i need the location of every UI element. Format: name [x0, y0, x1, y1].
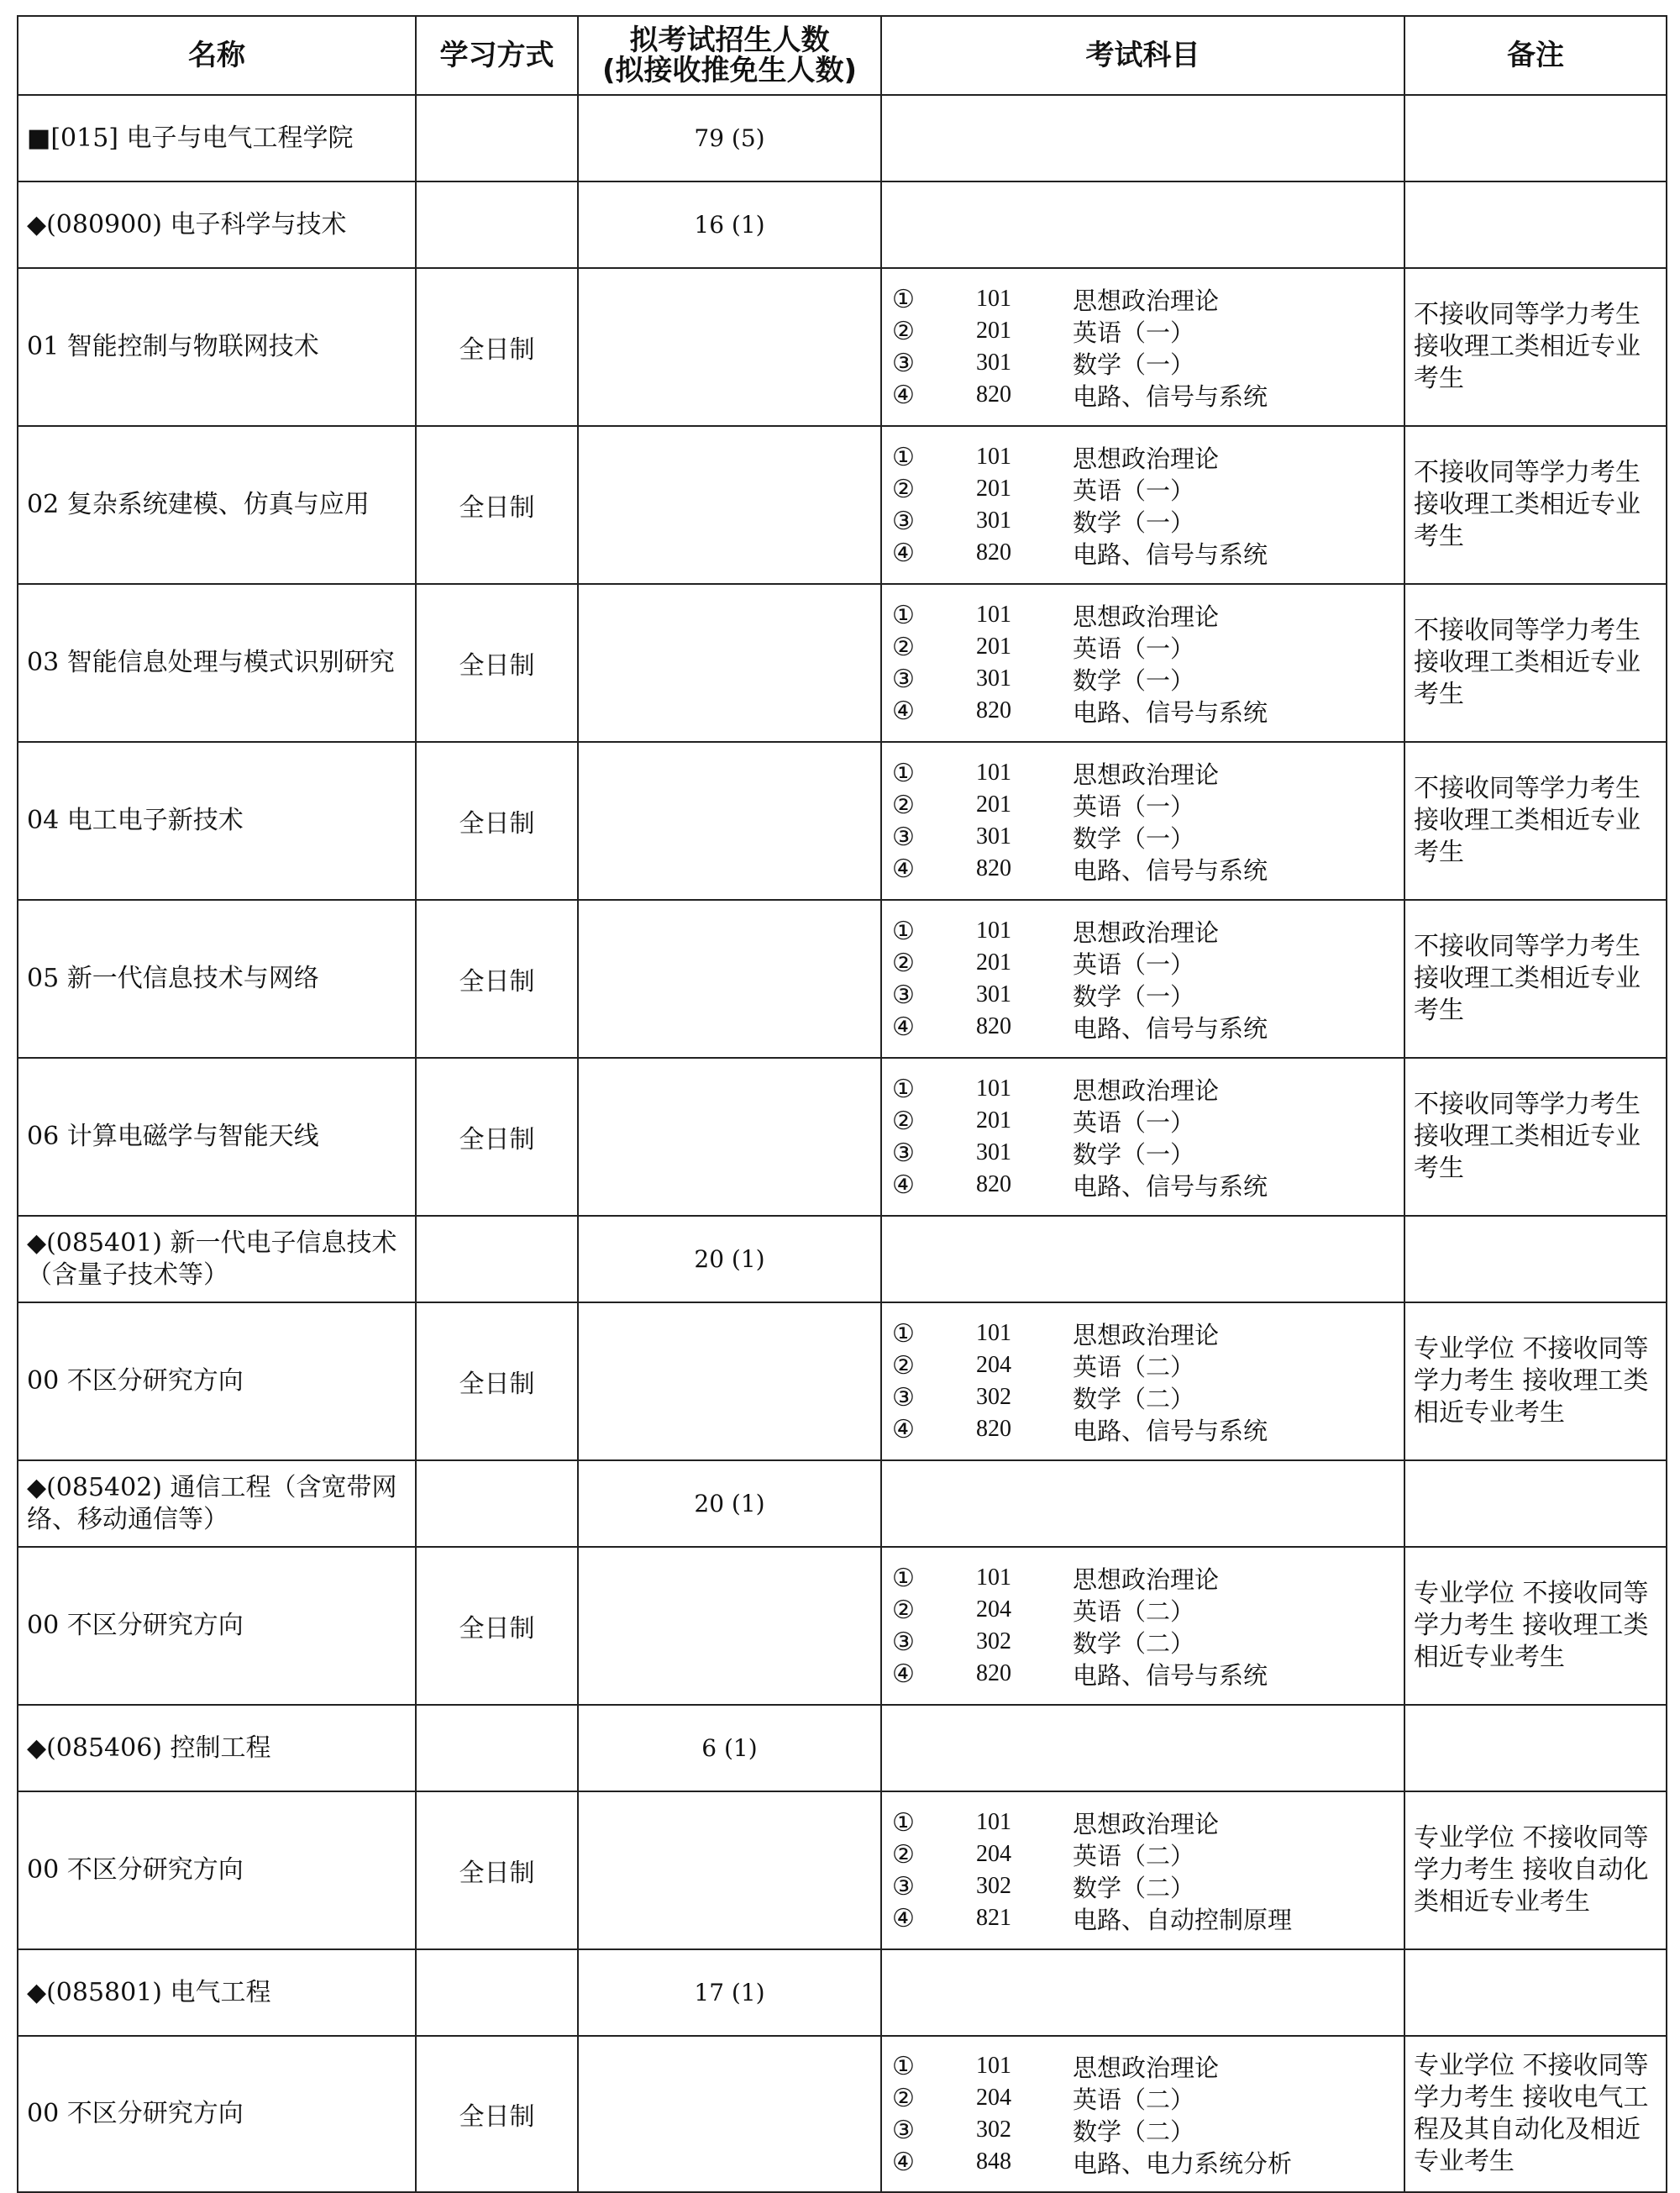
subject-title: 电路、信号与系统: [1073, 1660, 1268, 1690]
subject-number: ③: [892, 1138, 915, 1168]
subject-line: [892, 1562, 1404, 1594]
subject-line: [892, 789, 1404, 821]
subject-number: ③: [892, 980, 915, 1010]
header-subjects: 考试科目: [881, 16, 1404, 95]
subject-line: [892, 1011, 1404, 1043]
section-note-cell: [1404, 1460, 1667, 1547]
subject-line: [892, 1381, 1404, 1413]
subject-code: 101: [976, 602, 1011, 628]
section-note-cell: [1404, 1949, 1667, 2036]
subject-number: ④: [892, 1170, 915, 1200]
direction-quota-cell: [578, 900, 881, 1058]
subject-code: 820: [976, 1660, 1011, 1686]
subject-code: 101: [976, 444, 1011, 470]
subject-code: 820: [976, 381, 1011, 408]
remark: 专业学位 不接收同等学力考生 接收电气工程及其自动化及相近专业考生: [1404, 2036, 1667, 2192]
remark: 不接收同等学力考生 接收理工类相近专业考生: [1404, 742, 1667, 900]
section-quota: 20 (1): [578, 1460, 881, 1547]
subject-title: 英语（一）: [1073, 949, 1195, 979]
section-name: ◆(085406) 控制工程: [18, 1705, 416, 1791]
exam-subjects: [881, 742, 1404, 900]
subject-code: 820: [976, 1171, 1011, 1197]
subject-number: ②: [892, 948, 915, 978]
subject-line: [892, 1137, 1404, 1169]
header-name: 名称: [18, 16, 416, 95]
subject-line: [892, 1658, 1404, 1690]
direction-name: 03 智能信息处理与模式识别研究: [18, 584, 416, 742]
study-mode: 全日制: [416, 1058, 578, 1216]
subject-number: ④: [892, 696, 915, 726]
header-quota: [578, 16, 881, 95]
subject-line: [892, 1073, 1404, 1105]
direction-quota-cell: [578, 1791, 881, 1949]
subject-number: ④: [892, 380, 915, 410]
subject-title: 数学（一）: [1073, 507, 1195, 537]
section-subjects-cell: [881, 1705, 1404, 1791]
subject-number: ②: [892, 1595, 915, 1625]
direction-row: [18, 1058, 1667, 1216]
subject-title: 思想政治理论: [1073, 2053, 1220, 2082]
subject-line: [892, 1626, 1404, 1658]
subject-code: 820: [976, 855, 1011, 881]
subject-line: [892, 2146, 1404, 2178]
subject-code: 101: [976, 1809, 1011, 1835]
section-quota: 20 (1): [578, 1216, 881, 1302]
subject-title: 数学（一）: [1073, 823, 1195, 853]
section-mode-cell: [416, 181, 578, 268]
subject-code: 201: [976, 634, 1011, 660]
subject-number: ①: [892, 1807, 915, 1838]
subject-code: 101: [976, 760, 1011, 786]
subject-code: 201: [976, 791, 1011, 818]
remark: 专业学位 不接收同等学力考生 接收理工类相近专业考生: [1404, 1302, 1667, 1460]
exam-subjects: [881, 1058, 1404, 1216]
subject-line: [892, 1902, 1404, 1934]
subject-code: 201: [976, 476, 1011, 502]
section-quota: 16 (1): [578, 181, 881, 268]
subject-title: 英语（一）: [1073, 791, 1195, 821]
subject-number: ④: [892, 854, 915, 884]
subject-number: ④: [892, 1659, 915, 1689]
subject-title: 思想政治理论: [1073, 1075, 1220, 1105]
subject-code: 201: [976, 949, 1011, 976]
subject-title: 电路、电力系统分析: [1073, 2148, 1293, 2178]
subject-title: 思想政治理论: [1073, 918, 1220, 947]
subject-line: [892, 695, 1404, 727]
subject-code: 301: [976, 823, 1011, 849]
remark: 不接收同等学力考生 接收理工类相近专业考生: [1404, 584, 1667, 742]
subject-code: 201: [976, 318, 1011, 344]
direction-row: [18, 900, 1667, 1058]
direction-name: 06 计算电磁学与智能天线: [18, 1058, 416, 1216]
subject-code: 302: [976, 2117, 1011, 2143]
subject-number: ①: [892, 1074, 915, 1104]
subject-code: 848: [976, 2148, 1011, 2175]
direction-quota-cell: [578, 1302, 881, 1460]
subject-line: [892, 315, 1404, 347]
subject-title: 英语（二）: [1073, 2085, 1195, 2114]
study-mode: 全日制: [416, 900, 578, 1058]
header-mode: 学习方式: [416, 16, 578, 95]
exam-subjects: [881, 1791, 1404, 1949]
subject-line: [892, 1349, 1404, 1381]
section-row: [18, 1949, 1667, 2036]
section-subjects-cell: [881, 1460, 1404, 1547]
remark: 专业学位 不接收同等学力考生 接收理工类相近专业考生: [1404, 1547, 1667, 1705]
subject-line: [892, 631, 1404, 663]
subject-code: 204: [976, 1596, 1011, 1622]
direction-name: 02 复杂系统建模、仿真与应用: [18, 426, 416, 584]
direction-name: 00 不区分研究方向: [18, 1547, 416, 1705]
study-mode: 全日制: [416, 268, 578, 426]
subject-code: 301: [976, 665, 1011, 692]
subject-number: ①: [892, 284, 915, 314]
direction-quota-cell: [578, 426, 881, 584]
section-mode-cell: [416, 1949, 578, 2036]
section-subjects-cell: [881, 181, 1404, 268]
section-subjects-cell: [881, 1216, 1404, 1302]
direction-row: [18, 268, 1667, 426]
direction-quota-cell: [578, 2036, 881, 2192]
subject-number: ①: [892, 2051, 915, 2081]
subject-number: ②: [892, 2083, 915, 2113]
subject-code: 204: [976, 1841, 1011, 1867]
school-row: [18, 95, 1667, 181]
section-row: [18, 1460, 1667, 1547]
admissions-table: [17, 15, 1667, 2193]
section-name: ◆(080900) 电子科学与技术: [18, 181, 416, 268]
section-quota: 6 (1): [578, 1705, 881, 1791]
subject-code: 301: [976, 1139, 1011, 1165]
subject-title: 数学（二）: [1073, 1384, 1195, 1413]
subject-title: 数学（一）: [1073, 981, 1195, 1011]
subject-code: 101: [976, 1320, 1011, 1346]
school-mode-cell: [416, 95, 578, 181]
subject-line: [892, 473, 1404, 505]
subject-title: 思想政治理论: [1073, 1320, 1220, 1349]
subject-number: ④: [892, 1012, 915, 1042]
subject-line: [892, 1594, 1404, 1626]
subject-title: 思想政治理论: [1073, 602, 1220, 631]
subject-number: ③: [892, 1627, 915, 1657]
direction-name: 04 电工电子新技术: [18, 742, 416, 900]
subject-line: [892, 283, 1404, 315]
direction-quota-cell: [578, 1547, 881, 1705]
header-row: [18, 16, 1667, 95]
header-quota-line1: 拟考试招生人数: [629, 24, 830, 57]
subject-line: [892, 1105, 1404, 1137]
direction-quota-cell: [578, 1058, 881, 1216]
subject-code: 101: [976, 1565, 1011, 1591]
section-note-cell: [1404, 1705, 1667, 1791]
subject-title: 英语（二）: [1073, 1352, 1195, 1381]
subject-code: 301: [976, 981, 1011, 1007]
subject-line: [892, 947, 1404, 979]
subject-number: ②: [892, 632, 915, 662]
direction-row: [18, 1302, 1667, 1460]
study-mode: 全日制: [416, 1547, 578, 1705]
subject-code: 204: [976, 2085, 1011, 2111]
direction-name: 00 不区分研究方向: [18, 2036, 416, 2192]
subject-number: ③: [892, 822, 915, 852]
subject-number: ④: [892, 2147, 915, 2177]
subject-code: 301: [976, 350, 1011, 376]
subject-title: 电路、信号与系统: [1073, 697, 1268, 727]
subject-code: 101: [976, 1075, 1011, 1102]
subject-code: 820: [976, 1416, 1011, 1442]
subject-line: [892, 1870, 1404, 1902]
subject-title: 英语（一）: [1073, 1107, 1195, 1137]
remark: 专业学位 不接收同等学力考生 接收自动化类相近专业考生: [1404, 1791, 1667, 1949]
subject-code: 820: [976, 697, 1011, 723]
direction-row: [18, 742, 1667, 900]
school-quota: 79 (5): [578, 95, 881, 181]
direction-quota-cell: [578, 742, 881, 900]
header-note: 备注: [1404, 16, 1667, 95]
subject-line: [892, 853, 1404, 885]
subject-title: 数学（一）: [1073, 350, 1195, 379]
section-note-cell: [1404, 1216, 1667, 1302]
direction-row: [18, 584, 1667, 742]
table-body: [18, 95, 1667, 2192]
header-quota-line2: (拟接收推免生人数): [601, 54, 858, 87]
subject-line: [892, 663, 1404, 695]
subject-number: ②: [892, 1839, 915, 1870]
subject-line: [892, 1838, 1404, 1870]
direction-row: [18, 1547, 1667, 1705]
subject-line: [892, 1317, 1404, 1349]
subject-number: ①: [892, 1563, 915, 1593]
subject-title: 思想政治理论: [1073, 760, 1220, 789]
direction-row: [18, 1791, 1667, 1949]
section-name: ◆(085402) 通信工程（含宽带网络、移动通信等）: [18, 1460, 416, 1547]
subject-code: 101: [976, 2053, 1011, 2079]
subject-line: [892, 599, 1404, 631]
exam-subjects: [881, 2036, 1404, 2192]
subject-number: ③: [892, 506, 915, 536]
subject-number: ④: [892, 1903, 915, 1933]
section-quota: 17 (1): [578, 1949, 881, 2036]
direction-name: 01 智能控制与物联网技术: [18, 268, 416, 426]
subject-number: ①: [892, 758, 915, 788]
section-row: [18, 181, 1667, 268]
subject-title: 英语（一）: [1073, 318, 1195, 347]
subject-line: [892, 505, 1404, 537]
subject-number: ①: [892, 916, 915, 946]
subject-line: [892, 1169, 1404, 1201]
subject-title: 数学（一）: [1073, 665, 1195, 695]
study-mode: 全日制: [416, 584, 578, 742]
subject-code: 301: [976, 507, 1011, 534]
subject-title: 思想政治理论: [1073, 1809, 1220, 1838]
subject-title: 数学（二）: [1073, 2117, 1195, 2146]
subject-number: ②: [892, 1106, 915, 1136]
study-mode: 全日制: [416, 1302, 578, 1460]
subject-code: 821: [976, 1905, 1011, 1931]
subject-line: [892, 1806, 1404, 1838]
section-row: [18, 1216, 1667, 1302]
subject-line: [892, 757, 1404, 789]
subject-number: ①: [892, 600, 915, 630]
subject-code: 302: [976, 1873, 1011, 1899]
subject-title: 思想政治理论: [1073, 444, 1220, 473]
study-mode: 全日制: [416, 426, 578, 584]
subject-code: 101: [976, 286, 1011, 312]
exam-subjects: [881, 426, 1404, 584]
subject-line: [892, 979, 1404, 1011]
direction-name: 00 不区分研究方向: [18, 1791, 416, 1949]
exam-subjects: [881, 1302, 1404, 1460]
subject-title: 数学（二）: [1073, 1628, 1195, 1658]
subject-number: ①: [892, 442, 915, 472]
subject-code: 201: [976, 1107, 1011, 1133]
subject-number: ④: [892, 538, 915, 568]
section-note-cell: [1404, 181, 1667, 268]
study-mode: 全日制: [416, 742, 578, 900]
exam-subjects: [881, 584, 1404, 742]
subject-title: 思想政治理论: [1073, 1565, 1220, 1594]
direction-row: [18, 426, 1667, 584]
exam-subjects: [881, 1547, 1404, 1705]
subject-title: 电路、信号与系统: [1073, 855, 1268, 885]
subject-title: 英语（二）: [1073, 1596, 1195, 1626]
subject-title: 英语（一）: [1073, 634, 1195, 663]
subject-line: [892, 2082, 1404, 2114]
subject-title: 英语（二）: [1073, 1841, 1195, 1870]
subject-line: [892, 537, 1404, 569]
section-mode-cell: [416, 1705, 578, 1791]
subject-number: ④: [892, 1414, 915, 1444]
remark: 不接收同等学力考生 接收理工类相近专业考生: [1404, 426, 1667, 584]
school-note-cell: [1404, 95, 1667, 181]
subject-line: [892, 915, 1404, 947]
section-row: [18, 1705, 1667, 1791]
subject-code: 820: [976, 539, 1011, 565]
study-mode: 全日制: [416, 2036, 578, 2192]
subject-line: [892, 1413, 1404, 1445]
study-mode: 全日制: [416, 1791, 578, 1949]
exam-subjects: [881, 900, 1404, 1058]
subject-title: 电路、信号与系统: [1073, 1171, 1268, 1201]
subject-number: ②: [892, 790, 915, 820]
subject-title: 英语（一）: [1073, 476, 1195, 505]
section-name: ◆(085801) 电气工程: [18, 1949, 416, 2036]
section-mode-cell: [416, 1460, 578, 1547]
remark: 不接收同等学力考生 接收理工类相近专业考生: [1404, 900, 1667, 1058]
direction-name: 00 不区分研究方向: [18, 1302, 416, 1460]
subject-code: 302: [976, 1384, 1011, 1410]
remark: 不接收同等学力考生 接收理工类相近专业考生: [1404, 268, 1667, 426]
subject-title: 电路、信号与系统: [1073, 1416, 1268, 1445]
subject-title: 电路、信号与系统: [1073, 1013, 1268, 1043]
subject-line: [892, 821, 1404, 853]
subject-code: 820: [976, 1013, 1011, 1039]
exam-subjects: [881, 268, 1404, 426]
direction-row: [18, 2036, 1667, 2192]
remark: 不接收同等学力考生 接收理工类相近专业考生: [1404, 1058, 1667, 1216]
subject-code: 302: [976, 1628, 1011, 1654]
subject-title: 电路、信号与系统: [1073, 381, 1268, 411]
school-name: ■[015] 电子与电气工程学院: [18, 95, 416, 181]
subject-number: ①: [892, 1318, 915, 1349]
school-subjects-cell: [881, 95, 1404, 181]
direction-name: 05 新一代信息技术与网络: [18, 900, 416, 1058]
subject-line: [892, 347, 1404, 379]
section-subjects-cell: [881, 1949, 1404, 2036]
subject-number: ③: [892, 2115, 915, 2145]
direction-quota-cell: [578, 584, 881, 742]
direction-quota-cell: [578, 268, 881, 426]
subject-number: ③: [892, 348, 915, 378]
subject-line: [892, 2114, 1404, 2146]
subject-title: 数学（一）: [1073, 1139, 1195, 1169]
subject-number: ②: [892, 474, 915, 504]
subject-line: [892, 441, 1404, 473]
subject-code: 101: [976, 918, 1011, 944]
subject-code: 204: [976, 1352, 1011, 1378]
section-mode-cell: [416, 1216, 578, 1302]
subject-title: 电路、信号与系统: [1073, 539, 1268, 569]
subject-number: ③: [892, 1871, 915, 1901]
subject-title: 电路、自动控制原理: [1073, 1905, 1293, 1934]
subject-line: [892, 2050, 1404, 2082]
subject-number: ②: [892, 1350, 915, 1380]
subject-number: ②: [892, 316, 915, 346]
section-name: ◆(085401) 新一代电子信息技术（含量子技术等）: [18, 1216, 416, 1302]
subject-line: [892, 379, 1404, 411]
subject-number: ③: [892, 664, 915, 694]
subject-number: ③: [892, 1382, 915, 1412]
subject-title: 思想政治理论: [1073, 286, 1220, 315]
subject-title: 数学（二）: [1073, 1873, 1195, 1902]
